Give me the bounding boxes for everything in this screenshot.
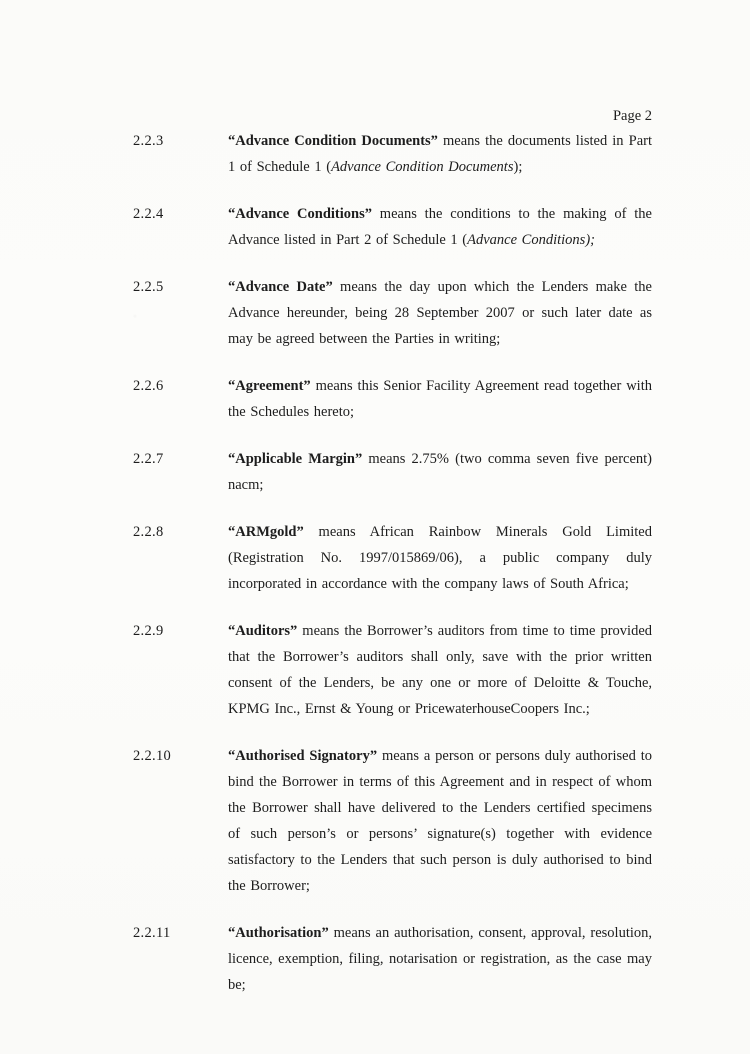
definition-row — [133, 373, 652, 425]
definition-text — [228, 373, 652, 425]
definition-segment: “Agreement” — [228, 378, 311, 394]
definition-segment: “Advance Condition Documents” — [228, 133, 438, 149]
definition-row — [133, 201, 652, 253]
clause-number: 2.2.8 — [133, 524, 164, 540]
definition-segment: “Applicable Margin” — [228, 451, 363, 467]
definition-segment: “Auditors” — [228, 623, 298, 639]
definition-text — [228, 274, 652, 352]
definition-segment: “Authorised Signatory” — [228, 748, 378, 764]
clause-number: 2.2.6 — [133, 378, 164, 394]
definition-segment: means the day upon which the Lenders make the Advance hereunder, being 28 September 2007 or such later date as may be agreed between the Parties in writing; — [228, 279, 652, 347]
definition-row — [133, 618, 652, 722]
definition-segment: “Advance Conditions” — [228, 206, 372, 222]
definition-text — [228, 920, 652, 998]
definition-segment: “Authorisation” — [228, 925, 329, 941]
definition-segment: “ARMgold” — [228, 524, 304, 540]
definition-row — [133, 519, 652, 597]
definition-segment: means 2.75% (two comma seven five percent) nacm; — [228, 451, 652, 493]
definition-text — [228, 743, 652, 899]
definition-segment: means a person or persons duly authorised to bind the Borrower in terms of this Agreement and in respect of whom the Borrower shall have delivered to the Lenders certified specimens of such person’s or persons’ signature(s) together with evidence satisfactory to the Lenders that such person is duly authorised to bind the Borrower; — [228, 748, 652, 894]
definition-row — [133, 274, 652, 352]
definition-segment: means the conditions to the making of the Advance listed in Part 2 of Schedule 1 ( — [228, 206, 652, 248]
definition-segment: ); — [513, 159, 523, 175]
definition-text — [228, 446, 652, 498]
definitions-list — [133, 128, 652, 998]
definition-text — [228, 128, 652, 180]
definition-segment: means this Senior Facility Agreement read together with the Schedules hereto; — [228, 378, 652, 420]
definition-text — [228, 201, 652, 253]
clause-number: 2.2.7 — [133, 451, 164, 467]
definition-segment: means the Borrower’s auditors from time to time provided that the Borrower’s auditors shall only, save with the prior written consent of the Lenders, be any one or more of Deloitte & Touche, KPMG Inc., Ernst & Young or PricewaterhouseCoopers Inc.; — [228, 623, 652, 717]
definition-segment: Advance Conditions); — [467, 232, 595, 248]
clause-number: 2.2.4 — [133, 206, 164, 222]
definition-text — [228, 618, 652, 722]
definition-segment: “Advance Date” — [228, 279, 333, 295]
page-number-label: Page 2 — [612, 108, 652, 124]
clause-number: 2.2.10 — [133, 748, 172, 764]
definition-segment: means the documents listed in Part 1 of Schedule 1 ( — [228, 133, 652, 175]
document-content — [133, 106, 652, 1019]
clause-number: 2.2.9 — [133, 623, 164, 639]
definition-row — [133, 128, 652, 180]
definition-row — [133, 920, 652, 998]
definition-text — [228, 519, 652, 597]
definition-row — [133, 743, 652, 899]
clause-number: 2.2.3 — [133, 133, 164, 149]
clause-number: 2.2.5 — [133, 279, 164, 295]
definition-segment: Advance Condition Documents — [331, 159, 514, 175]
definition-segment: means African Rainbow Minerals Gold Limited (Registration No. 1997/015869/06), a public company duly incorporated in accordance with the company laws of South Africa; — [228, 524, 652, 592]
definition-segment: means an authorisation, consent, approval, resolution, licence, exemption, filing, notarisation or registration, as the case may be; — [228, 925, 652, 993]
clause-number: 2.2.11 — [133, 925, 171, 941]
definition-row — [133, 446, 652, 498]
